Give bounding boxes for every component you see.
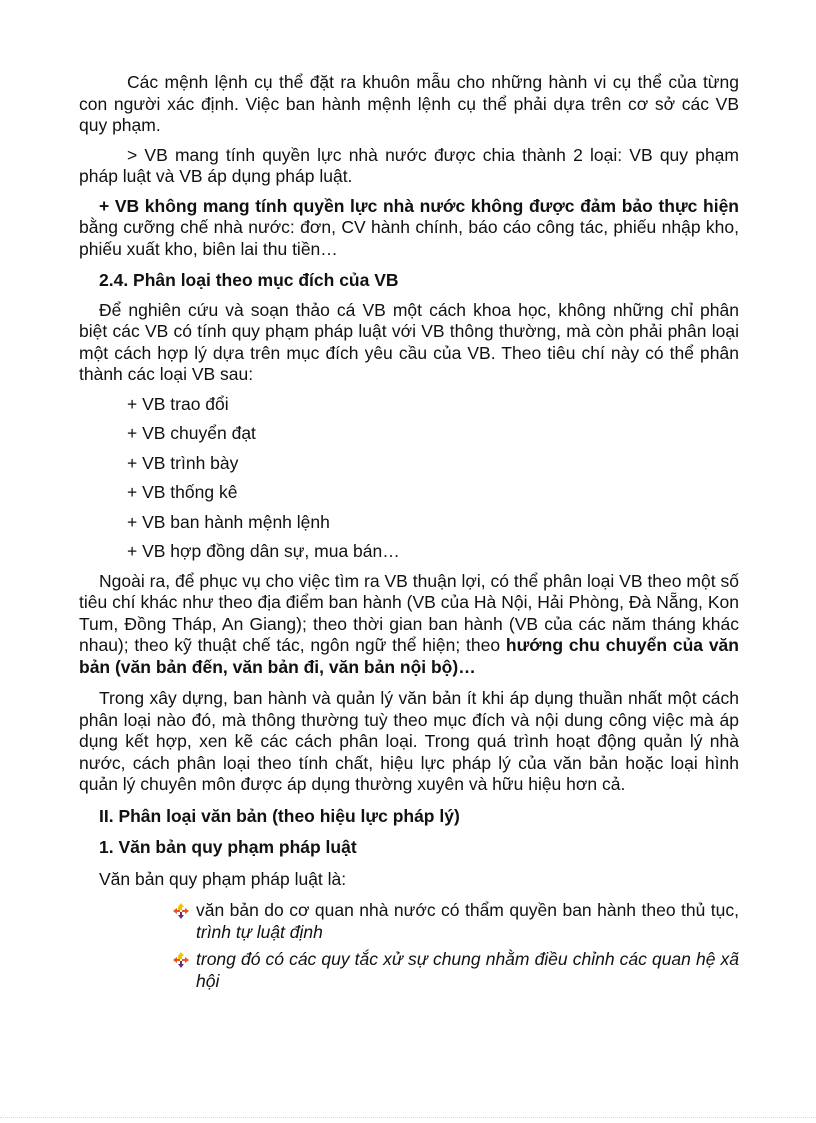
list-item: + VB hợp đồng dân sự, mua bán…: [127, 541, 400, 561]
bold-phrase: + VB không mang tính quyền lực nhà nước không được đảm bảo thực hiện: [99, 195, 739, 216]
paragraph-non-state-power: [79, 196, 739, 261]
plain-phrase: bằng cưỡng chế nhà nước: đơn, CV hành chính, báo cáo công tác, phiếu nhập kho, phiếu xuất kho, biên lai thu tiền…: [79, 217, 739, 259]
list-item: + VB trao đổi: [127, 393, 229, 414]
italic-phrase: trong đó có các quy tắc xử sự chung nhằm điều chỉnh các quan hệ xã hội: [196, 949, 739, 991]
document-page: [79, 72, 739, 998]
definition-list: [170, 900, 739, 992]
plain-phrase: văn bản do cơ quan nhà nước có thẩm quyền ban hành theo thủ tục,: [196, 900, 739, 920]
paragraph-command: Các mệnh lệnh cụ thể đặt ra khuôn mẫu cho những hành vi cụ thể của từng con người xác định. Việc ban hành mệnh lệnh cụ thể phải dựa trên cơ sở các VB quy phạm.: [79, 72, 739, 135]
list-item: + VB thống kê: [127, 482, 238, 502]
arrow-cross-bullet-icon: [173, 952, 189, 968]
paragraph-other-criteria: [79, 571, 739, 679]
section-heading-1: 1. Văn bản quy phạm pháp luật: [99, 837, 357, 857]
paragraph-management: Trong xây dựng, ban hành và quản lý văn bản ít khi áp dụng thuần nhất một cách phân loại nào đó, mà thông thường tuỳ theo mục đích và nội dung công việc mà áp dụng kết hợp, xen kẽ các cách phân loại. Trong quá trình hoạt động quản lý nhà nước, cách phân loại theo tính chất, hiệu lực pháp lý của văn bản hoặc loại hình quản lý chuyên môn được áp dụng thường xuyên và hữu hiệu hơn cả.: [79, 688, 739, 794]
list-item: + VB ban hành mệnh lệnh: [127, 511, 330, 532]
definition-item: [170, 900, 739, 943]
section-heading-2-4: 2.4. Phân loại theo mục đích của VB: [99, 270, 399, 290]
list-item: + VB chuyển đạt: [127, 423, 256, 443]
plain-phrase: Ngoài ra, để phục vụ cho việc tìm ra VB thuận lợi, có thể phân loại VB theo một số tiêu chí khác như theo địa điểm ban hành (VB của Hà Nội, Hải Phòng, Đà Nẵng, Kon Tum, Đồng Tháp, An Giang); theo thời gian ban hành (VB của các năm tháng khác nhau); theo kỹ thuật chế tác, ngôn ngữ thể hiện; theo: [79, 570, 739, 655]
paragraph-state-power-types: > VB mang tính quyền lực nhà nước được chia thành 2 loại: VB quy phạm pháp luật và VB áp dụng pháp luật.: [79, 144, 739, 186]
list-item: + VB trình bày: [127, 452, 239, 473]
definition-item: [170, 949, 739, 992]
paragraph-purpose-intro: Để nghiên cứu và soạn thảo cá VB một cách khoa học, không những chỉ phân biệt các VB có tính quy phạm pháp luật với VB thông thường, mà còn phải phân loại một cách hợp lý dựa trên mục đích yêu cầu của VB. Theo tiêu chí này có thể phân thành các loại VB sau:: [79, 299, 739, 384]
italic-phrase: trình tự luật định: [196, 921, 323, 942]
paragraph-definition-intro: Văn bản quy phạm pháp luật là:: [99, 868, 347, 889]
section-heading-II: II. Phân loại văn bản (theo hiệu lực pháp lý): [99, 805, 460, 826]
page-bottom-divider: [0, 1117, 816, 1118]
purpose-list: [127, 394, 739, 571]
bold-phrase: hướng chu chuyển của văn bản (văn bản đến, văn bản đi, văn bản nội bộ)…: [79, 635, 739, 677]
arrow-cross-bullet-icon: [173, 903, 189, 919]
